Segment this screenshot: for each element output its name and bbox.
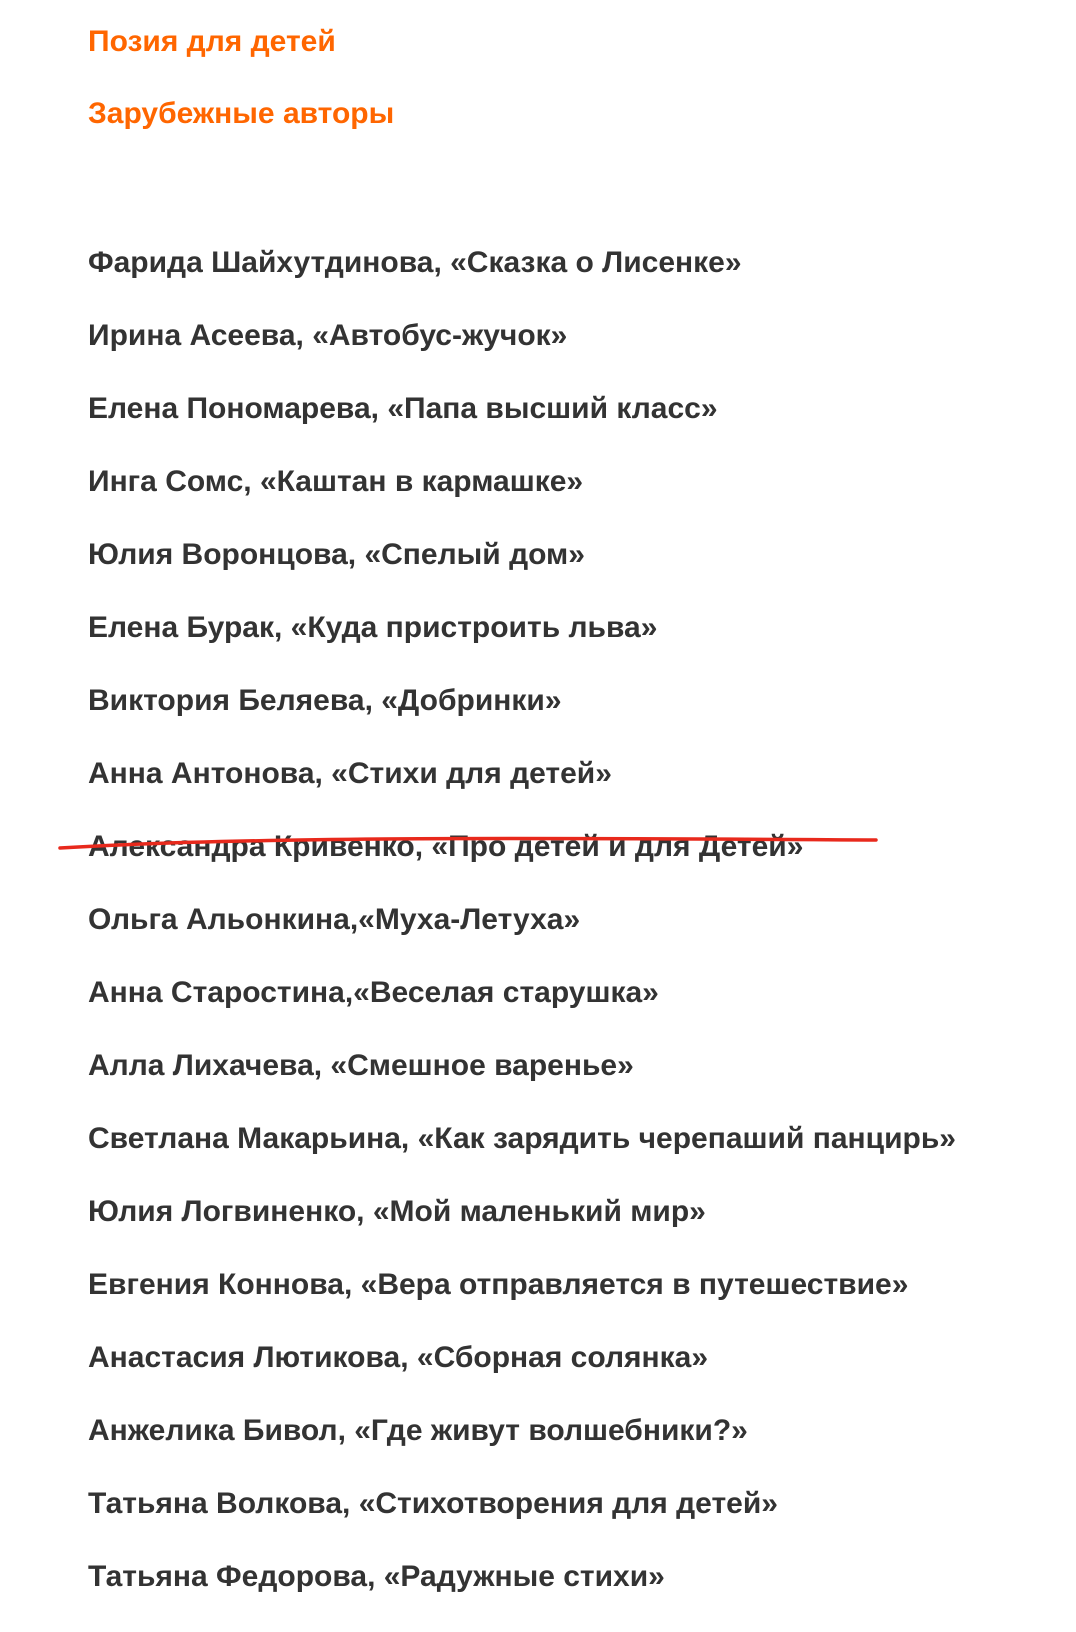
book-item-makaryina[interactable]: Светлана Макарьина, «Как зарядить черепаший панцирь» <box>88 1122 956 1155</box>
book-item-volkova[interactable]: Татьяна Волкова, «Стихотворения для детей» <box>88 1487 778 1520</box>
book-list <box>88 245 956 1632</box>
link-poetry-for-children[interactable]: Позия для детей <box>88 25 336 58</box>
book-item-aseeva[interactable]: Ирина Асеева, «Автобус-жучок» <box>88 319 568 352</box>
book-item-starostina[interactable]: Анна Старостина,«Веселая старушка» <box>88 976 659 1009</box>
book-item-soms[interactable]: Инга Сомс, «Каштан в кармашке» <box>88 465 584 498</box>
book-item-alonkina[interactable]: Ольга Альонкина,«Муха-Летуха» <box>88 903 581 936</box>
book-item-fedorova[interactable]: Татьяна Федорова, «Радужные стихи» <box>88 1560 665 1593</box>
book-item-burak[interactable]: Елена Бурак, «Куда пристроить льва» <box>88 611 658 644</box>
book-item-lyutikova[interactable]: Анастасия Лютикова, «Сборная солянка» <box>88 1341 709 1374</box>
book-item-vorontsova[interactable]: Юлия Воронцова, «Спелый дом» <box>88 538 585 571</box>
book-item-ponomareva[interactable]: Елена Пономарева, «Папа высший класс» <box>88 392 718 425</box>
book-item-likhacheva[interactable]: Алла Лихачева, «Смешное варенье» <box>88 1049 634 1082</box>
book-item-belyaeva[interactable]: Виктория Беляева, «Добринки» <box>88 684 562 717</box>
book-item-antonova[interactable]: Анна Антонова, «Стихи для детей» <box>88 757 612 790</box>
book-item-bivol[interactable]: Анжелика Бивол, «Где живут волшебники?» <box>88 1414 748 1447</box>
book-item-krivenko[interactable]: Александра Кривенко, «Про детей и для Детей» <box>88 830 804 863</box>
book-item-konnova[interactable]: Евгения Коннова, «Вера отправляется в путешествие» <box>88 1268 909 1301</box>
book-item-shaikhutdinova[interactable]: Фарида Шайхутдинова, «Сказка о Лисенке» <box>88 246 742 279</box>
book-item-logvinenko[interactable]: Юлия Логвиненко, «Мой маленький мир» <box>88 1195 706 1228</box>
link-foreign-authors[interactable]: Зарубежные авторы <box>88 97 395 130</box>
category-links <box>88 24 394 132</box>
